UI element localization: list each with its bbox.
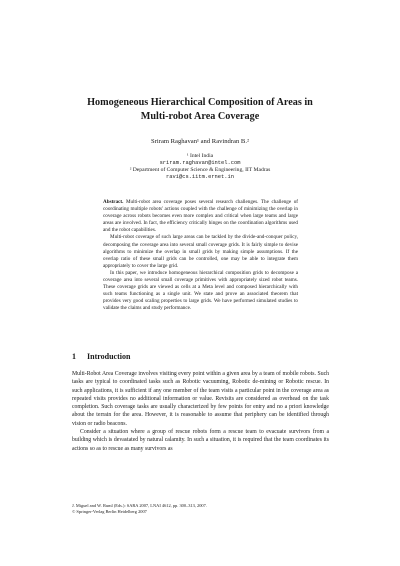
body-paragraph-1: Multi-Robot Area Coverage involves visiting every point within a given area by a team of mobile robots. Such tasks are typical to coordinated tasks such as Robotic vacuuming, Robotic de-mining or Robotic rescue. In such applications, it is sufficient if any one member of the team visits a particular point in the coverage area as repeated visits provides no additional information or value. Revisits are considered as overhead on the task completion. Such coverage tasks are usually characterized by few points for entry and no a priori knowledge about the terrain for the area. However, it is reasonable to assume that periphery can be identified through vision or radio beacons.: [72, 371, 329, 427]
abstract-text-1: Multi-robot area coverage poses several research challenges. The challenge of coordinating multiple robots' actions coupled with the challenge of minimizing the overlap in coverage across robots becomes even more complex and critical when large teams and large areas are involved. In fact, the efficiency critically hinges on the coordination algorithms used and the robot capabilities.: [103, 199, 298, 234]
section-title: Introduction: [87, 352, 131, 361]
section-heading: [72, 352, 130, 361]
footer-citation: J. Miguel and W. Ruml (Eds.): SARA 2007, LNAI 4612, pp. 300–313, 2007.: [72, 503, 207, 508]
affiliations: [60, 153, 340, 181]
abstract-paragraph-2: Multi-robot coverage of such large areas can be tackled by the divide-and-conquer policy, decomposing the coverage area into several small coverage grids. It is fairly simple to devise algorithms to minimize the overlap in small grids by making simple assumptions. If the overlap ratio of these small grids can be controlled, one may be able to integrate them appropriately to cover the large grid.: [103, 234, 298, 269]
paper-title: [60, 96, 340, 124]
abstract-paragraph-1: [103, 199, 298, 234]
affiliation-2-email: ravi@cs.iitm.ernet.in: [166, 174, 234, 180]
affiliation-1-name: ¹ Intel India: [186, 153, 214, 159]
author-list: Sriram Raghavan¹ and Ravindran B.²: [151, 138, 249, 145]
title-line-2: Multi-robot Area Coverage: [140, 111, 260, 122]
footer-copyright: © Springer-Verlag Berlin Heidelberg 2007: [72, 509, 147, 514]
abstract: [103, 199, 298, 313]
body-text: [72, 370, 329, 453]
body-paragraph-2: Consider a situation where a group of rescue robots form a rescue team to evacuate survivors from a building which is devastated by natural calamity. In such a situation, it is required that the team coordinates its actions so as to rescue as many survivors as: [72, 429, 329, 452]
abstract-label: Abstract.: [103, 199, 124, 205]
section-number: 1: [72, 352, 76, 361]
abstract-paragraph-3: In this paper, we introduce homogeneous hierarchical composition grids to decompose a coverage area into several small coverage primitives with appropriately sized robot teams. These coverage grids are viewed as cells at a Meta level and composed hierarchically with such teams functioning as a single unit. We state and prove an associated theorem that provides very good scaling properties to large grids. We have performed simulated studies to validate the claims and study performance.: [103, 269, 298, 312]
affiliation-2-name: ² Department of Computer Science & Engineering, IIT Madras: [129, 167, 271, 173]
page-footer: [72, 503, 329, 515]
title-line-1: Homogeneous Hierarchical Composition of Areas in: [87, 97, 313, 108]
affiliation-1-email: sriram.raghavan@intel.com: [159, 160, 241, 166]
